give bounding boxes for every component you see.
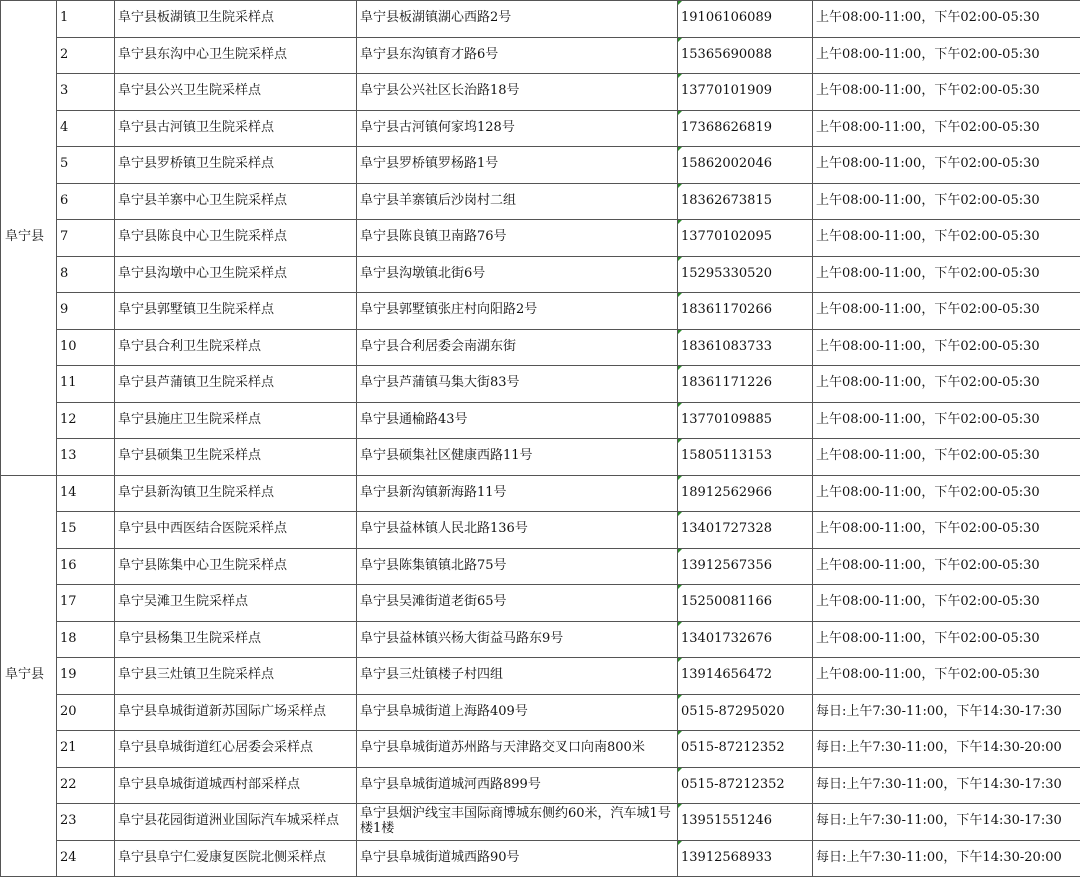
site-address: 阜宁县古河镇何家坞128号 <box>357 110 678 147</box>
table-row <box>1 220 1080 257</box>
site-address: 阜宁县阜城街道苏州路与天津路交叉口向南800米 <box>357 731 678 768</box>
row-number: 9 <box>57 293 115 330</box>
row-number: 4 <box>57 110 115 147</box>
table-row <box>1 256 1080 293</box>
row-number: 6 <box>57 183 115 220</box>
table-row <box>1 694 1080 731</box>
row-number: 23 <box>57 804 115 841</box>
site-name: 阜宁县三灶镇卫生院采样点 <box>115 658 357 695</box>
row-number: 5 <box>57 147 115 184</box>
site-address: 阜宁县硕集社区健康西路11号 <box>357 439 678 476</box>
site-phone: 15365690088 <box>678 37 813 74</box>
site-phone: 15805113153 <box>678 439 813 476</box>
county-cell: 阜宁县 <box>1 475 57 877</box>
site-phone: 15295330520 <box>678 256 813 293</box>
site-name: 阜宁县罗桥镇卫生院采样点 <box>115 147 357 184</box>
site-address: 阜宁县烟沪线宝丰国际商博城东侧约60米，汽车城1号楼1楼 <box>357 804 678 841</box>
row-number: 17 <box>57 585 115 622</box>
site-name: 阜宁县合利卫生院采样点 <box>115 329 357 366</box>
site-hours: 上午08:00-11:00，下午02:00-05:30 <box>813 256 1080 293</box>
site-name: 阜宁县陈良中心卫生院采样点 <box>115 220 357 257</box>
table-row <box>1 585 1080 622</box>
site-phone: 13770101909 <box>678 74 813 111</box>
site-address: 阜宁县芦蒲镇马集大街83号 <box>357 366 678 403</box>
site-name: 阜宁县硕集卫生院采样点 <box>115 439 357 476</box>
site-name: 阜宁县郭墅镇卫生院采样点 <box>115 293 357 330</box>
site-address: 阜宁县羊寨镇后沙岗村二组 <box>357 183 678 220</box>
site-phone: 0515-87295020 <box>678 694 813 731</box>
site-name: 阜宁县东沟中心卫生院采样点 <box>115 37 357 74</box>
site-address: 阜宁县新沟镇新海路11号 <box>357 475 678 512</box>
row-number: 8 <box>57 256 115 293</box>
site-hours: 上午08:00-11:00，下午02:00-05:30 <box>813 439 1080 476</box>
site-address: 阜宁县阜城街道城西路90号 <box>357 840 678 877</box>
site-hours: 上午08:00-11:00，下午02:00-05:30 <box>813 183 1080 220</box>
site-name: 阜宁县羊寨中心卫生院采样点 <box>115 183 357 220</box>
row-number: 24 <box>57 840 115 877</box>
site-phone: 13912568933 <box>678 840 813 877</box>
site-phone: 13914656472 <box>678 658 813 695</box>
site-phone: 18361171226 <box>678 366 813 403</box>
row-number: 1 <box>57 1 115 38</box>
site-address: 阜宁县益林镇兴杨大街益马路东9号 <box>357 621 678 658</box>
table-row <box>1 512 1080 549</box>
site-hours: 每日:上午7:30-11:00，下午14:30-17:30 <box>813 694 1080 731</box>
table-row <box>1 329 1080 366</box>
site-name: 阜宁县新沟镇卫生院采样点 <box>115 475 357 512</box>
site-name: 阜宁县芦蒲镇卫生院采样点 <box>115 366 357 403</box>
row-number: 18 <box>57 621 115 658</box>
site-name: 阜宁县阜城街道红心居委会采样点 <box>115 731 357 768</box>
row-number: 7 <box>57 220 115 257</box>
site-address: 阜宁县吴滩街道老街65号 <box>357 585 678 622</box>
row-number: 21 <box>57 731 115 768</box>
row-number: 16 <box>57 548 115 585</box>
site-name: 阜宁县施庄卫生院采样点 <box>115 402 357 439</box>
site-hours: 上午08:00-11:00，下午02:00-05:30 <box>813 37 1080 74</box>
site-phone: 13912567356 <box>678 548 813 585</box>
site-phone: 18361170266 <box>678 293 813 330</box>
site-address: 阜宁县阜城街道城河西路899号 <box>357 767 678 804</box>
site-hours: 上午08:00-11:00，下午02:00-05:30 <box>813 329 1080 366</box>
site-phone: 15862002046 <box>678 147 813 184</box>
site-phone: 18912562966 <box>678 475 813 512</box>
site-hours: 上午08:00-11:00，下午02:00-05:30 <box>813 74 1080 111</box>
table-row <box>1 767 1080 804</box>
table-row <box>1 293 1080 330</box>
site-name: 阜宁县古河镇卫生院采样点 <box>115 110 357 147</box>
site-phone: 19106106089 <box>678 1 813 38</box>
site-hours: 每日:上午7:30-11:00，下午14:30-17:30 <box>813 767 1080 804</box>
site-name: 阜宁县阜城街道城西村部采样点 <box>115 767 357 804</box>
table-row <box>1 366 1080 403</box>
site-phone: 13401727328 <box>678 512 813 549</box>
site-address: 阜宁县三灶镇楼子村四组 <box>357 658 678 695</box>
site-phone: 13401732676 <box>678 621 813 658</box>
site-address: 阜宁县公兴社区长治路18号 <box>357 74 678 111</box>
site-phone: 15250081166 <box>678 585 813 622</box>
row-number: 11 <box>57 366 115 403</box>
site-name: 阜宁县杨集卫生院采样点 <box>115 621 357 658</box>
site-phone: 18361083733 <box>678 329 813 366</box>
site-address: 阜宁县阜城街道上海路409号 <box>357 694 678 731</box>
site-hours: 每日:上午7:30-11:00，下午14:30-20:00 <box>813 731 1080 768</box>
table-row <box>1 147 1080 184</box>
site-name: 阜宁县花园街道洲业国际汽车城采样点 <box>115 804 357 841</box>
site-name: 阜宁县陈集中心卫生院采样点 <box>115 548 357 585</box>
table-row <box>1 804 1080 841</box>
site-address: 阜宁县沟墩镇北街6号 <box>357 256 678 293</box>
row-number: 15 <box>57 512 115 549</box>
site-hours: 上午08:00-11:00，下午02:00-05:30 <box>813 402 1080 439</box>
site-hours: 上午08:00-11:00，下午02:00-05:30 <box>813 658 1080 695</box>
site-hours: 上午08:00-11:00，下午02:00-05:30 <box>813 621 1080 658</box>
site-phone: 13770109885 <box>678 402 813 439</box>
table-row <box>1 1 1080 38</box>
site-address: 阜宁县益林镇人民北路136号 <box>357 512 678 549</box>
row-number: 10 <box>57 329 115 366</box>
row-number: 3 <box>57 74 115 111</box>
row-number: 20 <box>57 694 115 731</box>
site-name: 阜宁吴滩卫生院采样点 <box>115 585 357 622</box>
table-row <box>1 731 1080 768</box>
site-hours: 上午08:00-11:00，下午02:00-05:30 <box>813 220 1080 257</box>
site-address: 阜宁县陈良镇卫南路76号 <box>357 220 678 257</box>
table-row <box>1 183 1080 220</box>
site-name: 阜宁县中西医结合医院采样点 <box>115 512 357 549</box>
table-row <box>1 621 1080 658</box>
site-hours: 上午08:00-11:00，下午02:00-05:30 <box>813 147 1080 184</box>
site-address: 阜宁县东沟镇育才路6号 <box>357 37 678 74</box>
site-hours: 每日:上午7:30-11:00，下午14:30-17:30 <box>813 804 1080 841</box>
table-row <box>1 658 1080 695</box>
row-number: 12 <box>57 402 115 439</box>
site-name: 阜宁县公兴卫生院采样点 <box>115 74 357 111</box>
table-body <box>1 1 1080 877</box>
site-hours: 上午08:00-11:00，下午02:00-05:30 <box>813 475 1080 512</box>
site-hours: 上午08:00-11:00，下午02:00-05:30 <box>813 293 1080 330</box>
site-hours: 上午08:00-11:00，下午02:00-05:30 <box>813 512 1080 549</box>
row-number: 22 <box>57 767 115 804</box>
site-hours: 上午08:00-11:00，下午02:00-05:30 <box>813 1 1080 38</box>
table-row <box>1 548 1080 585</box>
site-hours: 上午08:00-11:00，下午02:00-05:30 <box>813 366 1080 403</box>
site-address: 阜宁县郭墅镇张庄村向阳路2号 <box>357 293 678 330</box>
site-name: 阜宁县阜城街道新苏国际广场采样点 <box>115 694 357 731</box>
row-number: 14 <box>57 475 115 512</box>
county-cell: 阜宁县 <box>1 1 57 476</box>
site-hours: 上午08:00-11:00，下午02:00-05:30 <box>813 585 1080 622</box>
site-address: 阜宁县罗桥镇罗杨路1号 <box>357 147 678 184</box>
table-row <box>1 840 1080 877</box>
site-phone: 13770102095 <box>678 220 813 257</box>
site-address: 阜宁县陈集镇镇北路75号 <box>357 548 678 585</box>
site-name: 阜宁县沟墩中心卫生院采样点 <box>115 256 357 293</box>
site-address: 阜宁县通榆路43号 <box>357 402 678 439</box>
site-hours: 上午08:00-11:00，下午02:00-05:30 <box>813 110 1080 147</box>
table-row <box>1 439 1080 476</box>
table-row <box>1 475 1080 512</box>
table-row <box>1 110 1080 147</box>
table-row <box>1 402 1080 439</box>
table-row <box>1 74 1080 111</box>
table-row <box>1 37 1080 74</box>
site-phone: 13951551246 <box>678 804 813 841</box>
site-hours: 每日:上午7:30-11:00，下午14:30-20:00 <box>813 840 1080 877</box>
site-hours: 上午08:00-11:00，下午02:00-05:30 <box>813 548 1080 585</box>
row-number: 2 <box>57 37 115 74</box>
row-number: 13 <box>57 439 115 476</box>
row-number: 19 <box>57 658 115 695</box>
site-phone: 17368626819 <box>678 110 813 147</box>
site-phone: 0515-87212352 <box>678 731 813 768</box>
site-address: 阜宁县合利居委会南湖东街 <box>357 329 678 366</box>
site-name: 阜宁县板湖镇卫生院采样点 <box>115 1 357 38</box>
site-phone: 0515-87212352 <box>678 767 813 804</box>
site-phone: 18362673815 <box>678 183 813 220</box>
site-address: 阜宁县板湖镇湖心西路2号 <box>357 1 678 38</box>
site-name: 阜宁县阜宁仁爱康复医院北侧采样点 <box>115 840 357 877</box>
